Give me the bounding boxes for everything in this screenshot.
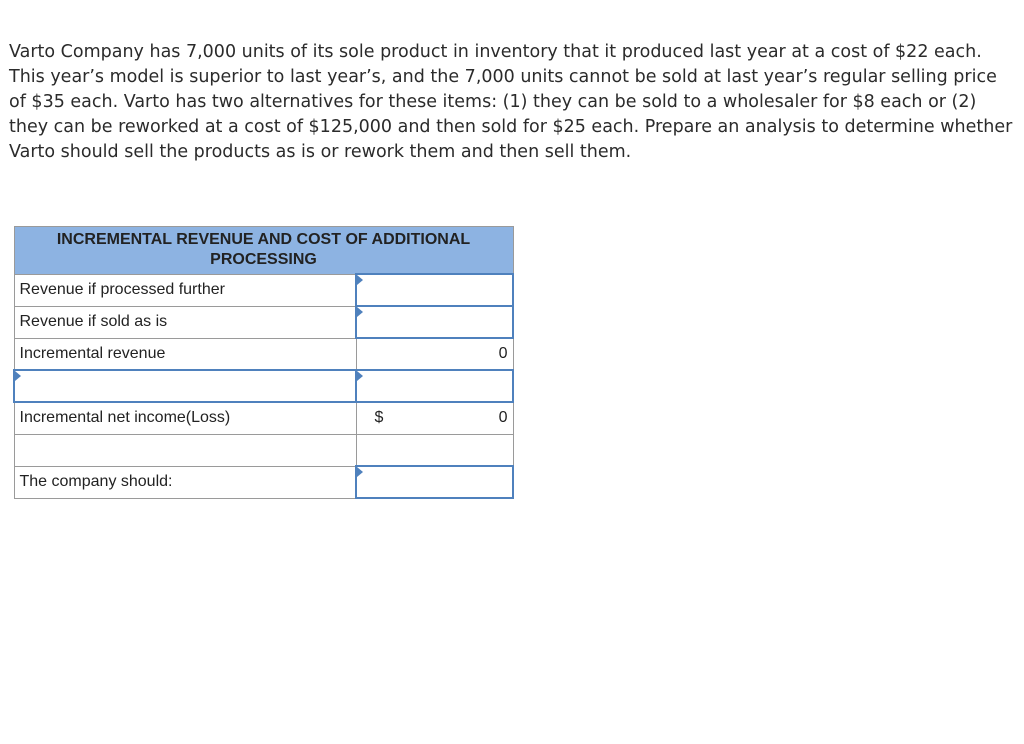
revenue-as-is-input[interactable]: [362, 307, 507, 337]
blank-value-input-cell[interactable]: [356, 370, 513, 402]
empty-cell: [356, 434, 513, 466]
revenue-as-is-input-cell[interactable]: [356, 306, 513, 338]
row-incremental-revenue: [14, 338, 513, 370]
row-label: Revenue if processed further: [14, 274, 356, 306]
blank-label-select-cell[interactable]: [14, 370, 356, 402]
empty-cell: [14, 434, 356, 466]
row-label: Revenue if sold as is: [14, 306, 356, 338]
row-empty-spacer: [14, 434, 513, 466]
company-should-select[interactable]: [362, 467, 507, 497]
problem-statement: Varto Company has 7,000 units of its sole product in inventory that it produced last year at a cost of $22 each. This year’s model is superior to last year’s, and the 7,000 units cannot be sold at last year’s regular selling price of $35 each. Varto has two alternatives for these items: (1) they can be sold to a wholesaler for $8 each or (2) they can be reworked at a cost of $125,000 and then sold for $25 each. Prepare an analysis to determine whether Varto should sell the products as is or rework them and then sell them.: [9, 42, 1013, 162]
row-blank-select: [14, 370, 513, 402]
incremental-net-income-value: 0: [498, 409, 508, 427]
revenue-processed-input[interactable]: [362, 275, 507, 305]
currency-symbol: $: [374, 409, 384, 427]
company-should-select-cell[interactable]: [356, 466, 513, 498]
row-label: Incremental net income(Loss): [14, 402, 356, 434]
incremental-revenue-value: 0: [356, 338, 513, 370]
table-header: INCREMENTAL REVENUE AND COST OF ADDITIONAL PROCESSING: [14, 227, 513, 275]
row-label: Incremental revenue: [14, 338, 356, 370]
incremental-net-income-cell: [356, 402, 513, 434]
revenue-processed-input-cell[interactable]: [356, 274, 513, 306]
row-company-should: [14, 466, 513, 498]
row-incremental-net-income: [14, 402, 513, 434]
blank-value-input[interactable]: [362, 371, 507, 401]
blank-label-select[interactable]: [20, 371, 350, 401]
worksheet-table: [13, 226, 512, 499]
row-revenue-sold-as-is: [14, 306, 513, 338]
row-revenue-processed-further: [14, 274, 513, 306]
row-label: The company should:: [14, 466, 356, 498]
